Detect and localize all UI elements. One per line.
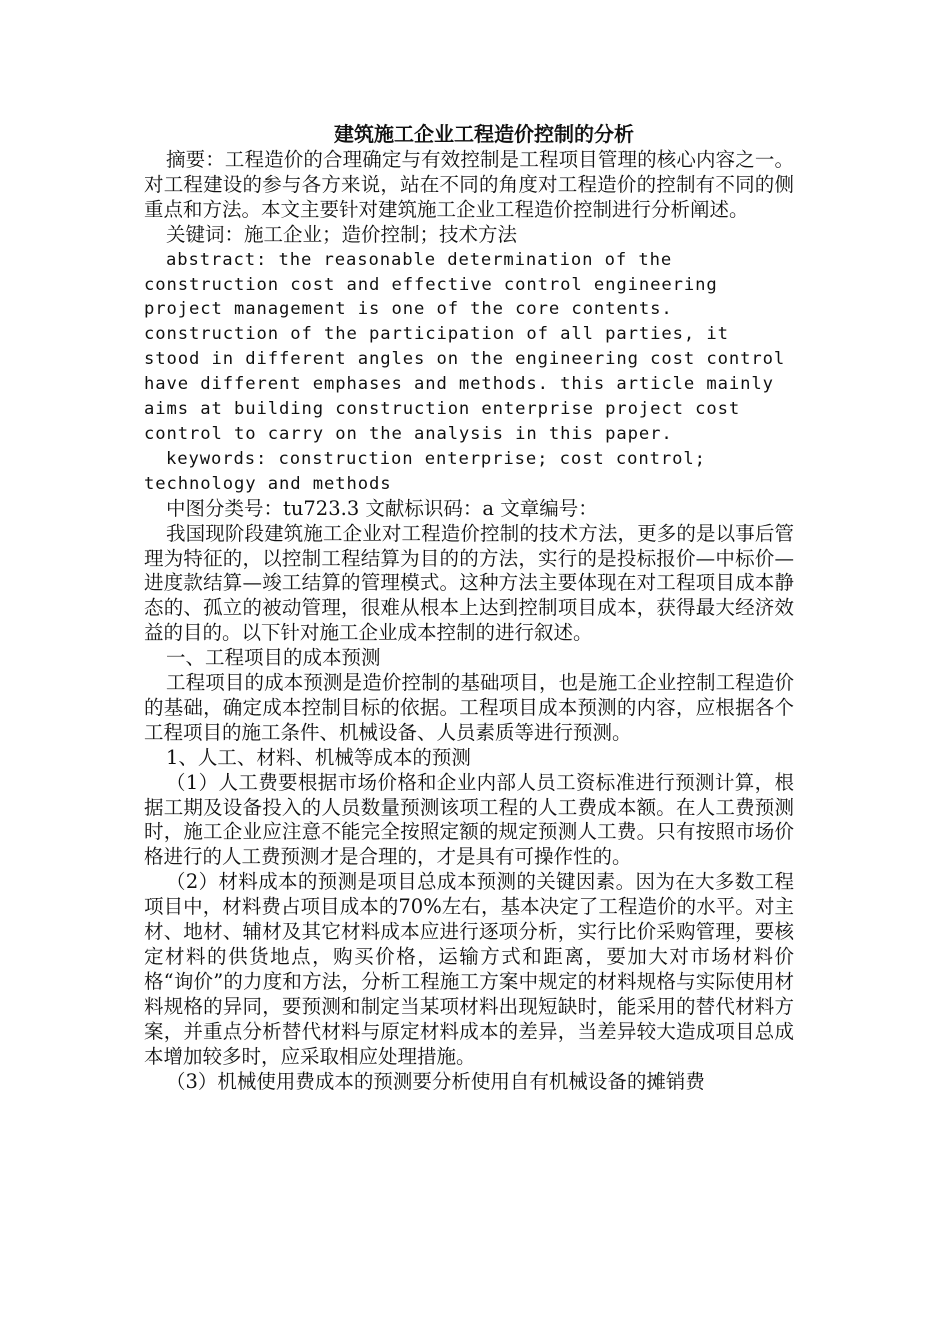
intro-paragraph: 我国现阶段建筑施工企业对工程造价控制的技术方法，更多的是以事后管理为特征的，以控制工程结算为目的的方法，实行的是投标报价—中标价—进度款结算—竣工结算的管理模式。这种方法主要体现在对工程项目成本静态的、孤立的被动管理，很难从根本上达到控制项目成本，获得最大经济效益的目的。以下针对施工企业成本控制的进行叙述。 [144,521,794,645]
list-item-labor: （1）人工费要根据市场价格和企业内部人员工资标准进行预测计算，根据工期及设备投入的人员数量预测该项工程的人工费成本额。在人工费预测时，施工企业应注意不能完全按照定额的规定预测人工费。只有按照市场价格进行的人工费预测才是合理的，才是具有可操作性的。 [144,770,794,869]
abstract-en [144,248,794,447]
keywords-en [144,447,794,497]
abstract-en-line: have different emphases and methods. this article mainly [144,374,774,395]
document-title: 建筑施工企业工程造价控制的分析 [334,122,634,146]
abstract-en-line: stood in different angles on the engineering cost control [144,349,786,370]
abstract-en-line: construction cost and effective control engineering [144,274,718,295]
keywords-en-line: technology and methods [144,473,392,494]
section-paragraph: 工程项目的成本预测是造价控制的基础项目，也是施工企业控制工程造价的基础，确定成本控制目标的依据。工程项目成本预测的内容，应根据各个工程项目的施工条件、机械设备、人员素质等进行预测。 [144,671,794,744]
abstract-cn: 摘要：工程造价的合理确定与有效控制是工程项目管理的核心内容之一。对工程建设的参与各方来说，站在不同的角度对工程造价的控制有不同的侧重点和方法。本文主要针对建筑施工企业工程造价控制进行分析阐述。 [144,148,794,221]
abstract-en-line: construction of the participation of all parties, it [144,324,729,345]
keywords-cn: 关键词：施工企业；造价控制；技术方法 [166,222,518,246]
classification-line: 中图分类号：tu723.3 文献标识码：a 文章编号： [166,496,598,520]
list-item-machinery: （3）机械使用费成本的预测要分析使用自有机械设备的摊销费 [166,1069,705,1093]
list-item-material: （2）材料成本的预测是项目总成本预测的关键因素。因为在大多数工程项目中，材料费占项目成本的70%左右，基本决定了工程造价的水平。对主材、地材、辅材及其它材料成本应进行逐项分析，实行比价采购管理，要核定材料的供货地点，购买价格，运输方式和距离，要加大对市场材料价格“询价”的力度和方法，分析工程施工方案中规定的材料规格与实际使用材料规格的异同，要预测和制定当某项材料出现短缺时，能采用的替代材料方案，并重点分析替代材料与原定材料成本的差异，当差异较大造成项目总成本增加较多时，应采取相应处理措施。 [144,870,794,1068]
section-heading: 一、工程项目的成本预测 [166,646,381,670]
subsection-heading: 1、人工、材料、机械等成本的预测 [166,745,471,769]
document-body [144,120,794,1094]
abstract-en-line: aims at building construction enterprise project cost [144,399,741,420]
abstract-en-line: abstract: the reasonable determination of the [166,249,673,270]
keywords-en-line: keywords: construction enterprise; cost control; [166,448,706,469]
abstract-en-line: control to carry on the analysis in this paper. [144,423,673,444]
abstract-en-line: project management is one of the core contents. [144,299,673,320]
